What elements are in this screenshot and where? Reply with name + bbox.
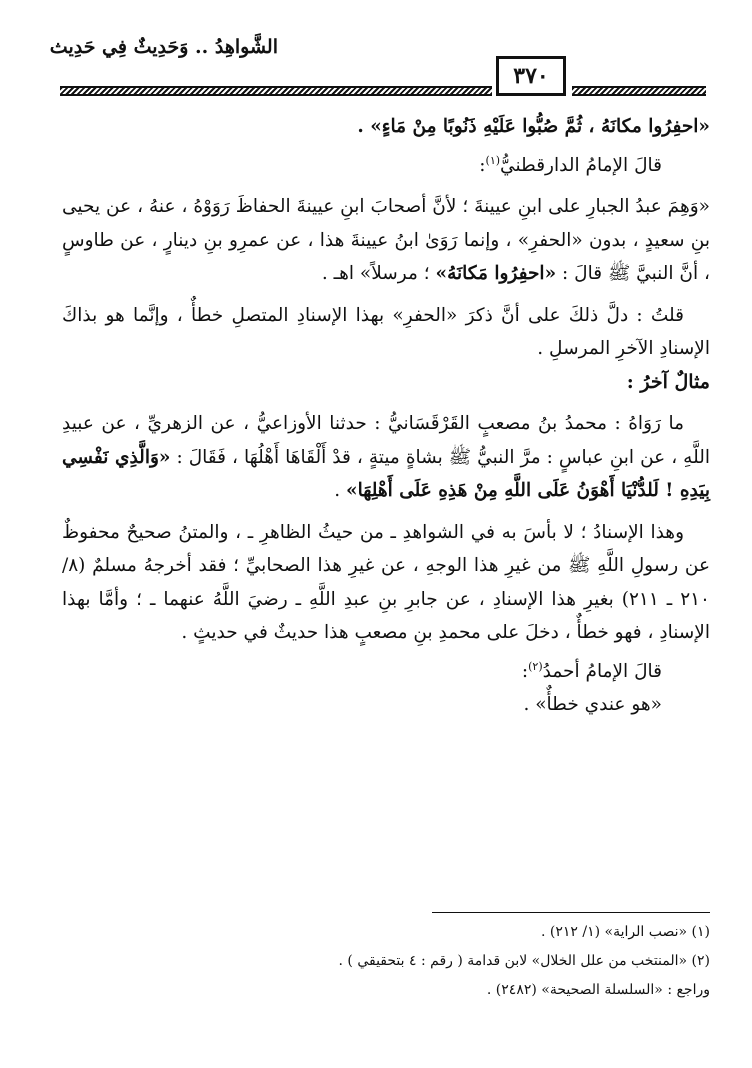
ahmad-quote: «هو عندي خطأٌ» . (523, 694, 662, 716)
daraqutni-label: قالَ الإمامُ الدارقطنيُّ (500, 154, 662, 176)
footnote-3: وراجع : «السلسلة الصحيحة» (٢٤٨٢) . (486, 982, 710, 998)
example-paragraph (62, 407, 710, 508)
footnote-ref-1: (١) (485, 153, 501, 167)
main-text (62, 110, 710, 722)
qultu-paragraph: قلتُ : دلَّ ذلكَ على أنَّ ذكرَ «الحفرِ» بهذا الإسنادِ المتصلِ خطأٌ ، وإنَّما هو بذاكَ الإسنادِ الآخرِ المرسلِ . (62, 304, 710, 360)
running-header-title: الشَّواهِدُ .. وَحَدِيثٌ فِي حَدِيث (49, 36, 278, 58)
footnote-divider (432, 912, 710, 913)
daraqutni-quote-bold: «احفِرُوا مَكانَهُ» (435, 263, 557, 285)
hadith-end: . (334, 480, 341, 502)
header-rule-right (572, 86, 706, 96)
header-rule-left (60, 86, 492, 96)
footnote-2: (٢) «المنتخب من علل الخلال» لابن قدامة ( رقم : ٤ بتحقيقي ) . (338, 953, 710, 969)
example-text: ما رَوَاهُ : محمدُ بنُ مصعبٍ القَرْقَسَانيُّ : حدثنا الأوزاعيُّ ، عن الزهريِّ ، عن عبيدِ اللَّهِ ، عن ابنِ عباسٍ : مرَّ النبيُّ ﷺ بشاةٍ ميتةٍ ، قدْ أَلْقَاهَا أَهْلُهَا ، فَقَالَ : (62, 413, 710, 468)
ahmad-label: قالَ الإمامُ أحمدُ (542, 660, 662, 682)
footnote-1: (١) «نصب الراية» (١/ ٢١٢) . (540, 924, 710, 940)
page-number: ٣٧٠ (496, 56, 566, 96)
daraqutni-quote-end: ؛ مرسلاً» اهـ . (321, 263, 430, 285)
hadith-bold: «وَالَّذِي نَفْسِي بِيَدِهِ ! لَلدُّنْيَا أَهْوَنُ عَلَى اللَّهِ مِنْ هَذِهِ عَلَى أَهْلِهَا» (62, 446, 710, 502)
daraqutni-intro (62, 144, 710, 183)
isnad-paragraph: وهذا الإسنادُ ؛ لا بأسَ به في الشواهدِ ـ من حيثُ الظاهرِ ـ ، والمتنُ صحيحٌ محفوظٌ عن رسولِ اللَّهِ ﷺ من غيرِ هذا الوجهِ ، عن غيرِ هذا الصحابيِّ ؛ فقد أخرجهُ مسلمٌ (٨/ ٢١٠ ـ ٢١١) بغيرِ هذا الإسنادِ ، عن جابرِ بنِ عبدِ اللَّهِ ـ رضيَ اللَّهُ عنهما ـ ؛ وأمَّا بهذا الإسنادِ ، فهو خطأٌ ، دخلَ على محمدِ بنِ مصعبٍ هذا حديثٌ في حديثٍ . (62, 521, 710, 644)
footnotes (200, 918, 710, 1005)
ahmad-intro (62, 650, 710, 689)
daraqutni-quote-text: «وَهِمَ عبدُ الجبارِ على ابنِ عيينةَ ؛ لأنَّ أصحابَ ابنِ عيينةَ الحفاظَ رَوَوْهُ ، عنهُ ، عن يحيى بنِ سعيدٍ ، بدون «الحفرِ» ، وإنما رَوَىٰ ابنُ عيينةَ هذا ، عن عمرِو بنِ دينارٍ ، عن طاوسٍ ، أنَّ النبيَّ ﷺ قالَ : (62, 196, 710, 285)
hadith-line: «احفِرُوا مكانَهُ ، ثُمَّ صُبُّوا عَلَيْهِ ذَنُوبًا مِنْ مَاءٍ» . (357, 116, 710, 137)
ahmad-colon: : (521, 660, 529, 682)
daraqutni-colon: : (479, 154, 486, 176)
footnote-ref-2: (٢) (528, 659, 543, 673)
daraqutni-quote (62, 190, 710, 291)
section-heading: مثالٌ آخرُ : (626, 370, 710, 393)
